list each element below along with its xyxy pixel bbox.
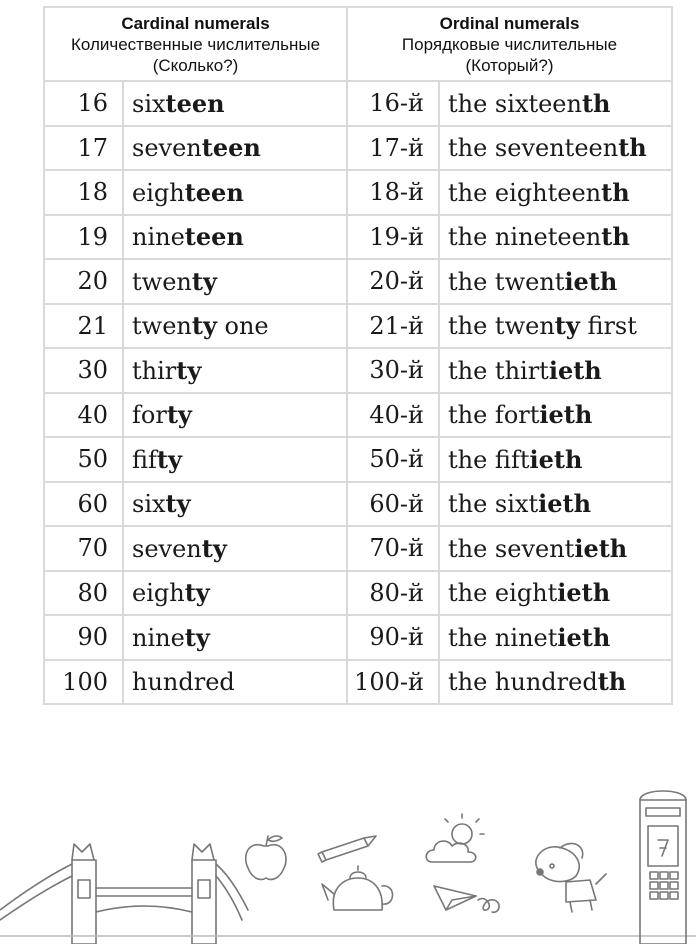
- table-row: [44, 571, 672, 616]
- cardinal-number: 100: [44, 660, 123, 705]
- cardinal-header-en: Cardinal numerals: [121, 13, 270, 33]
- ordinal-word: [439, 660, 672, 705]
- word-stem: six: [132, 89, 166, 118]
- ordinal-word: [439, 81, 672, 126]
- word-stem: the fift: [448, 445, 530, 474]
- table-row: [44, 348, 672, 393]
- word-tail: one: [216, 312, 269, 341]
- word-stem: the ninet: [448, 623, 558, 652]
- cardinal-word: [123, 348, 347, 393]
- word-stem: fif: [132, 445, 157, 474]
- cardinal-header: [44, 7, 347, 81]
- word-stem: the seventeen: [448, 134, 619, 163]
- ordinal-number: 18-й: [347, 170, 439, 215]
- ordinal-word: [439, 215, 672, 260]
- word-suffix: ieth: [564, 266, 618, 296]
- cloud-sun-icon: [426, 814, 484, 862]
- word-stem: thir: [132, 356, 177, 385]
- ordinal-word: [439, 482, 672, 527]
- pencil-icon: [318, 836, 376, 862]
- word-suffix: th: [597, 667, 627, 697]
- cardinal-number: 18: [44, 170, 123, 215]
- ordinal-word: [439, 393, 672, 438]
- cardinal-number: 60: [44, 482, 123, 527]
- cardinal-number: 90: [44, 615, 123, 660]
- phone-box-icon: [640, 791, 686, 944]
- cardinal-header-ru: Количественные числительные: [70, 34, 321, 54]
- word-stem: for: [132, 401, 167, 430]
- cardinal-number: 16: [44, 81, 123, 126]
- word-suffix: ty: [191, 266, 217, 296]
- ordinal-number: 20-й: [347, 259, 439, 304]
- word-suffix: ty: [191, 311, 217, 341]
- table-row: [44, 526, 672, 571]
- word-suffix: teen: [165, 88, 225, 118]
- cardinal-number: 80: [44, 571, 123, 616]
- word-stem: seven: [132, 534, 202, 563]
- word-suffix: ieth: [557, 622, 611, 652]
- word-suffix: ty: [201, 533, 227, 563]
- cardinal-word: [123, 437, 347, 482]
- word-stem: six: [132, 490, 166, 519]
- table-row: [44, 615, 672, 660]
- teapot-icon: [322, 866, 393, 910]
- word-suffix: ieth: [539, 400, 593, 430]
- word-stem: nine: [132, 223, 185, 252]
- ordinal-word: [439, 437, 672, 482]
- cardinal-word: [123, 526, 347, 571]
- cardinal-word: [123, 170, 347, 215]
- ordinal-number: 70-й: [347, 526, 439, 571]
- ordinal-header: [347, 7, 672, 81]
- cardinal-word: [123, 615, 347, 660]
- cardinal-number: 50: [44, 437, 123, 482]
- word-stem: the sixt: [448, 490, 539, 519]
- cardinal-number: 40: [44, 393, 123, 438]
- ordinal-number: 100-й: [347, 660, 439, 705]
- table-row: [44, 170, 672, 215]
- word-suffix: teen: [201, 133, 261, 163]
- word-stem: the twent: [448, 267, 565, 296]
- word-suffix: teen: [184, 222, 244, 252]
- cardinal-word: [123, 259, 347, 304]
- cardinal-word: [123, 304, 347, 349]
- table-row: [44, 215, 672, 260]
- word-stem: the thirt: [448, 356, 549, 385]
- table-row: [44, 482, 672, 527]
- tower-bridge-icon: [0, 844, 696, 944]
- table-row: [44, 660, 672, 705]
- word-stem: the sevent: [448, 534, 575, 563]
- word-suffix: teen: [184, 177, 244, 207]
- table-row: [44, 437, 672, 482]
- cardinal-number: 17: [44, 126, 123, 171]
- word-suffix: th: [581, 88, 611, 118]
- word-suffix: ty: [176, 355, 202, 385]
- cardinal-word: [123, 393, 347, 438]
- cardinal-number: 20: [44, 259, 123, 304]
- table-row: [44, 126, 672, 171]
- table-row: [44, 81, 672, 126]
- word-suffix: ty: [166, 400, 192, 430]
- ordinal-number: 60-й: [347, 482, 439, 527]
- word-suffix: th: [601, 222, 630, 252]
- word-suffix: ty: [184, 622, 210, 652]
- ordinal-number: 19-й: [347, 215, 439, 260]
- cardinal-number: 21: [44, 304, 123, 349]
- word-suffix: th: [618, 133, 647, 163]
- ordinal-number: 17-й: [347, 126, 439, 171]
- word-tail: first: [579, 312, 637, 341]
- word-stem: the nineteen: [448, 223, 602, 252]
- word-stem: the eighteen: [448, 178, 602, 207]
- word-stem: twen: [132, 312, 192, 341]
- cardinal-word: [123, 126, 347, 171]
- cardinal-word: [123, 571, 347, 616]
- ordinal-header-ru: Порядковые числительные: [401, 34, 618, 54]
- ordinal-word: [439, 571, 672, 616]
- word-stem: the twen: [448, 312, 555, 341]
- table-row: [44, 304, 672, 349]
- word-suffix: ieth: [538, 489, 592, 519]
- paper-plane-icon: [434, 886, 499, 912]
- word-suffix: ieth: [548, 355, 602, 385]
- cardinal-number: 70: [44, 526, 123, 571]
- illustrations: [0, 760, 696, 944]
- ordinal-word: [439, 304, 672, 349]
- word-suffix: ieth: [574, 533, 628, 563]
- numerals-table: [43, 6, 673, 705]
- word-stem: the eight: [448, 579, 558, 608]
- word-stem: eigh: [132, 178, 185, 207]
- word-suffix: ty: [156, 444, 182, 474]
- ordinal-word: [439, 170, 672, 215]
- ordinal-header-question: (Который?): [465, 55, 554, 75]
- ordinal-number: 50-й: [347, 437, 439, 482]
- dog-icon: [536, 843, 606, 912]
- word-suffix: ty: [165, 489, 191, 519]
- table-row: [44, 259, 672, 304]
- cardinal-number: 30: [44, 348, 123, 393]
- ordinal-header-en: Ordinal numerals: [439, 13, 580, 33]
- ordinal-number: 30-й: [347, 348, 439, 393]
- word-stem: eigh: [132, 579, 185, 608]
- word-stem: the hundred: [448, 668, 598, 697]
- ordinal-word: [439, 259, 672, 304]
- word-stem: the sixteen: [448, 89, 582, 118]
- ordinal-number: 21-й: [347, 304, 439, 349]
- ordinal-word: [439, 615, 672, 660]
- cardinal-word: [123, 81, 347, 126]
- ordinal-number: 16-й: [347, 81, 439, 126]
- word-stem: the fort: [448, 401, 540, 430]
- word-stem: twen: [132, 267, 192, 296]
- apple-icon: [246, 836, 286, 880]
- ordinal-number: 40-й: [347, 393, 439, 438]
- cardinal-word: [123, 660, 347, 705]
- word-stem: nine: [132, 623, 185, 652]
- word-suffix: th: [601, 177, 630, 207]
- cardinal-word: [123, 215, 347, 260]
- cardinal-word: [123, 482, 347, 527]
- word-suffix: ieth: [529, 444, 583, 474]
- cardinal-number: 19: [44, 215, 123, 260]
- cardinal-header-question: (Сколько?): [152, 55, 239, 75]
- ordinal-word: [439, 126, 672, 171]
- ordinal-word: [439, 526, 672, 571]
- word-suffix: ty: [184, 578, 210, 608]
- ordinal-word: [439, 348, 672, 393]
- word-suffix: ty: [554, 311, 580, 341]
- word-stem: hundred: [132, 668, 235, 697]
- table-row: [44, 393, 672, 438]
- ordinal-number: 90-й: [347, 615, 439, 660]
- ordinal-number: 80-й: [347, 571, 439, 616]
- word-stem: seven: [132, 134, 202, 163]
- word-suffix: ieth: [557, 578, 611, 608]
